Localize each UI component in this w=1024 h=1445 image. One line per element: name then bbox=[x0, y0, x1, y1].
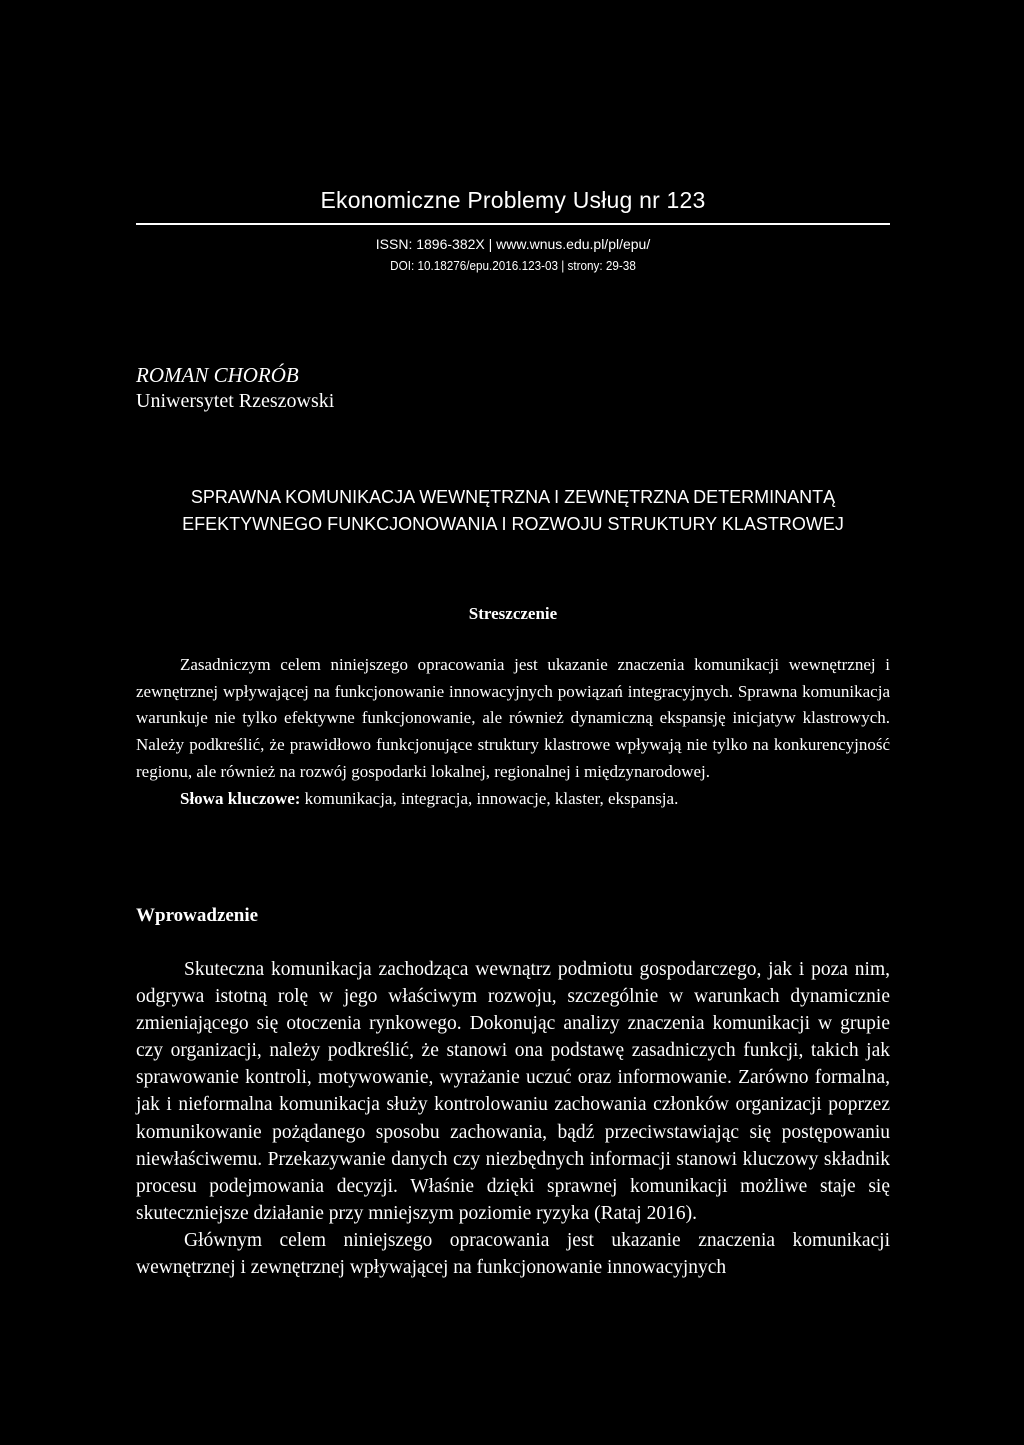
issn-line: ISSN: 1896-382X | www.wnus.edu.pl/pl/epu/ bbox=[375, 236, 651, 252]
introduction-body bbox=[136, 956, 890, 1281]
journal-header bbox=[136, 186, 890, 275]
keywords-list: komunikacja, integracja, innowacje, klaster, ekspansja. bbox=[304, 788, 679, 808]
article-title-line-2: EFEKTYWNEGO FUNKCJONOWANIA I ROZWOJU STRUKTURY KLASTROWEJ bbox=[182, 514, 844, 534]
abstract-heading: Streszczenie bbox=[468, 604, 558, 623]
header-rule bbox=[136, 223, 890, 225]
document-page bbox=[136, 0, 890, 1445]
author-name: ROMAN CHORÓB bbox=[136, 363, 299, 387]
article-title-line-1: SPRAWNA KOMUNIKACJA WEWNĘTRZNA I ZEWNĘTRZNA DETERMINANTĄ bbox=[190, 487, 836, 507]
introduction-paragraph-1: Skuteczna komunikacja zachodząca wewnątrz podmiotu gospodarczego, jak i poza nim, odgrywa istotną rolę w jego właściwym rozwoju, szczególnie w warunkach dynamicznie zmieniającego się otoczenia rynkowego. Dokonując analizy znaczenia komunikacji w grupie czy organizacji, należy podkreślić, że stanowi ona podstawę zasadniczych funkcji, takich jak sprawowanie kontroli, motywowanie, wyrażanie uczuć oraz informowanie. Zarówno formalna, jak i nieformalna komunikacja służy kontrolowaniu zachowania członków organizacji poprzez komunikowanie pożądanego sposobu zachowania, bądź przeciwstawiając się postępowaniu niewłaściwemu. Przekazywanie danych czy niezbędnych informacji stanowi kluczowy składnik procesu podejmowania decyzji. Właśnie dzięki sprawnej komunikacji możliwe staje się skuteczniejsze działanie przy mniejszym poziomie ryzyka (Rataj 2016). bbox=[136, 959, 890, 1224]
section-heading-introduction: Wprowadzenie bbox=[136, 905, 259, 926]
author-block bbox=[136, 362, 890, 414]
keywords-label: Słowa kluczowe: bbox=[180, 788, 301, 808]
author-affiliation: Uniwersytet Rzeszowski bbox=[136, 390, 335, 412]
abstract-text: Zasadniczym celem niniejszego opracowania jest ukazanie znaczenia komunikacji wewnętrznej i zewnętrznej wpływającej na funkcjonowanie innowacyjnych powiązań integracyjnych. Sprawna komunikacja warunkuje nie tylko efektywne funkcjonowanie, ale również dynamiczną ekspansję inicjatyw klastrowych. Należy podkreślić, że prawidłowo funkcjonujące struktury klastrowe wpływają nie tylko na konkurencyjność regionu, ale również na rozwój gospodarki lokalnej, regionalnej i międzynarodowej. bbox=[136, 655, 890, 781]
introduction-paragraph-2: Głównym celem niniejszego opracowania jest ukazanie znaczenia komunikacji wewnętrznej i zewnętrznej wpływającej na funkcjonowanie innowacyjnych bbox=[136, 1229, 890, 1279]
abstract bbox=[136, 652, 890, 812]
doi-line: DOI: 10.18276/epu.2016.123-03 | strony: 29-38 bbox=[390, 258, 636, 273]
keywords-line bbox=[136, 786, 890, 813]
journal-title: Ekonomiczne Problemy Usług nr 123 bbox=[320, 187, 706, 213]
article-title bbox=[136, 484, 890, 538]
